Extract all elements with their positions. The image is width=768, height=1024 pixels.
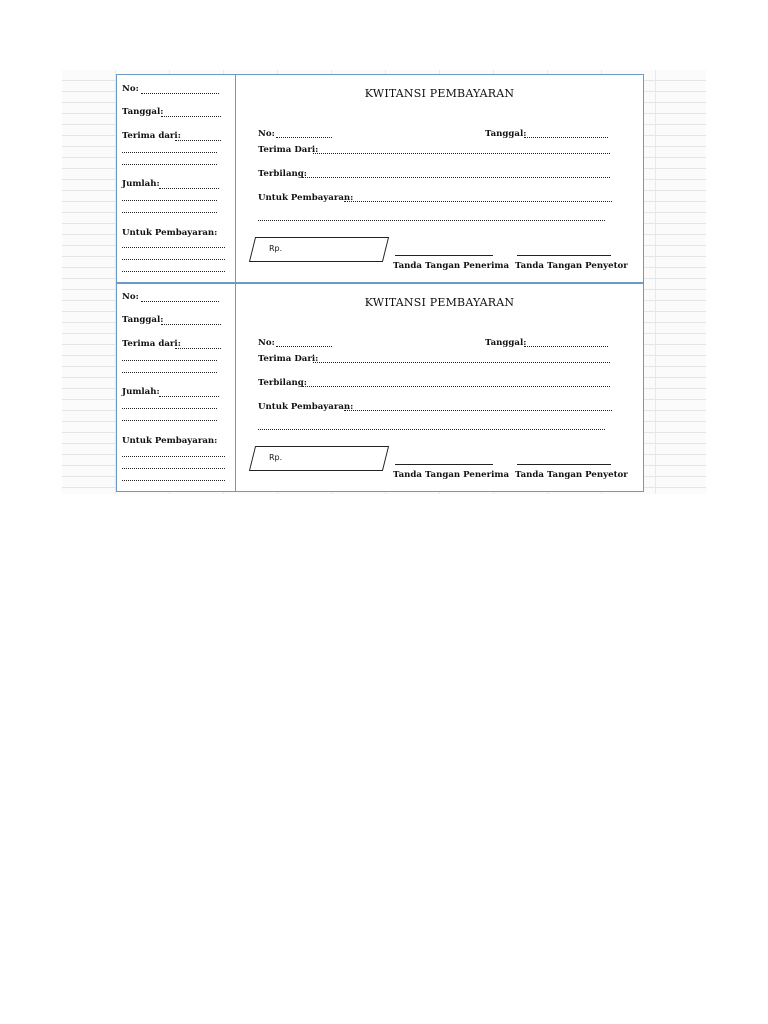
stub-jumlah-label: Jumlah: [122,387,160,397]
stub-untuk-pembayaran-line[interactable] [122,271,225,272]
signature-line-penyetor[interactable] [517,255,611,256]
stub-untuk-pembayaran-label: Untuk Pembayaran: [122,228,218,238]
main-no-field[interactable] [276,346,332,347]
signature-label-penerima: Tanda Tangan Penerima [393,261,510,271]
stub-untuk-pembayaran-line[interactable] [122,480,225,481]
stub-terima-dari-line[interactable] [122,164,217,165]
main-no-label: No: [258,338,275,348]
stub-jumlah-label: Jumlah: [122,179,160,189]
receipt-stub [117,284,236,491]
stub-tanggal-field[interactable] [161,324,221,325]
signature-label-penyetor: Tanda Tangan Penyetor [515,261,628,271]
stub-tanggal-field[interactable] [161,116,221,117]
main-terbilang-field[interactable] [302,386,610,387]
stub-terima-dari-line[interactable] [122,372,217,373]
main-terima-dari-label: Terima Dari: [258,354,319,364]
stub-jumlah-field[interactable] [159,188,219,189]
stub-no-label: No: [122,292,139,302]
rp-label: Rp. [269,453,283,462]
main-tanggal-field[interactable] [524,137,608,138]
main-terbilang-field[interactable] [302,177,610,178]
signature-label-penyetor: Tanda Tangan Penyetor [515,470,628,480]
stub-untuk-pembayaran-line[interactable] [122,468,225,469]
stub-terima-dari-field[interactable] [175,348,221,349]
main-terima-dari-field[interactable] [313,362,610,363]
receipt-form-2 [116,283,644,492]
signature-line-penyetor[interactable] [517,464,611,465]
main-untuk-pembayaran-label: Untuk Pembayaran: [258,193,354,203]
stub-jumlah-line[interactable] [122,408,217,409]
main-tanggal-field[interactable] [524,346,608,347]
main-terbilang-label: Terbilang: [258,378,307,388]
main-terima-dari-label: Terima Dari: [258,145,319,155]
main-no-label: No: [258,129,275,139]
stub-untuk-pembayaran-line[interactable] [122,456,225,457]
main-terbilang-label: Terbilang: [258,169,307,179]
signature-line-penerima[interactable] [395,464,493,465]
receipt-form-1 [116,74,644,283]
stub-untuk-pembayaran-line[interactable] [122,259,225,260]
stub-terima-dari-line[interactable] [122,152,217,153]
main-no-field[interactable] [276,137,332,138]
main-untuk-pembayaran-field[interactable] [344,201,612,202]
stub-untuk-pembayaran-label: Untuk Pembayaran: [122,436,218,446]
signature-line-penerima[interactable] [395,255,493,256]
stub-terima-dari-label: Terima dari: [122,339,181,349]
main-tanggal-label: Tanggal: [485,338,527,348]
receipt-title: KWITANSI PEMBAYARAN [364,296,515,309]
stub-terima-dari-label: Terima dari: [122,131,181,141]
stub-no-label: No: [122,84,139,94]
stub-no-field[interactable] [141,93,219,94]
stub-terima-dari-field[interactable] [175,140,221,141]
stub-tanggal-label: Tanggal: [122,315,164,325]
signature-label-penerima: Tanda Tangan Penerima [393,470,510,480]
stub-jumlah-field[interactable] [159,396,219,397]
receipt-stub [117,75,236,282]
receipt-title: KWITANSI PEMBAYARAN [364,87,515,100]
stub-jumlah-line[interactable] [122,420,217,421]
main-untuk-pembayaran-line[interactable] [258,220,605,221]
main-terima-dari-field[interactable] [313,153,610,154]
stub-jumlah-line[interactable] [122,212,217,213]
stub-untuk-pembayaran-line[interactable] [122,247,225,248]
stub-tanggal-label: Tanggal: [122,107,164,117]
main-untuk-pembayaran-line[interactable] [258,429,605,430]
main-tanggal-label: Tanggal: [485,129,527,139]
main-untuk-pembayaran-field[interactable] [344,410,612,411]
stub-jumlah-line[interactable] [122,200,217,201]
main-untuk-pembayaran-label: Untuk Pembayaran: [258,402,354,412]
stub-no-field[interactable] [141,301,219,302]
stub-terima-dari-line[interactable] [122,360,217,361]
rp-label: Rp. [269,244,283,253]
